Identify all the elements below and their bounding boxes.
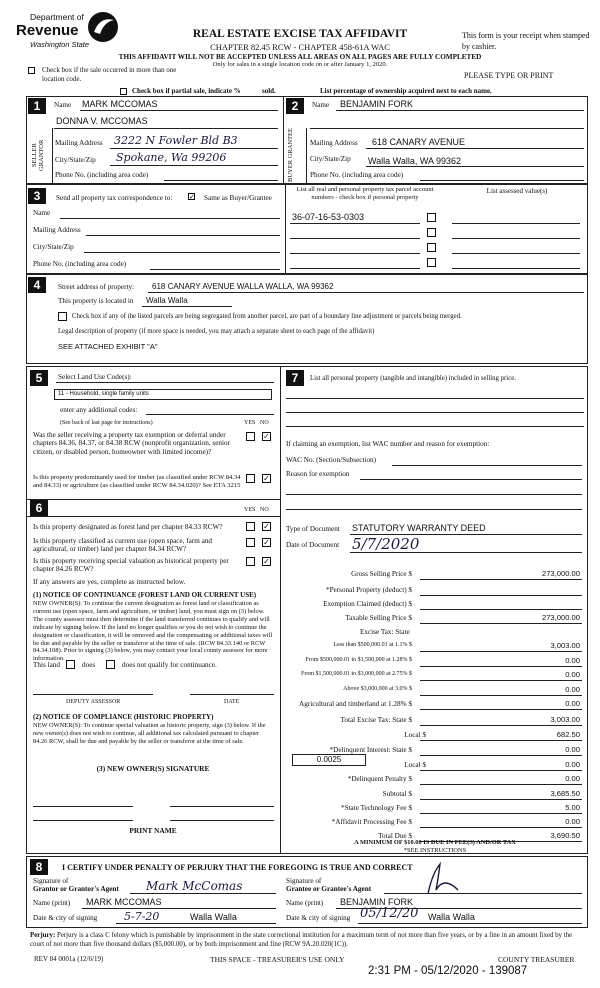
parcel-number-1[interactable]: 36-07-16-53-0303 bbox=[292, 212, 365, 222]
local-rate-value: 0.0025 bbox=[316, 755, 342, 764]
buyer-city-line bbox=[366, 166, 584, 167]
calc-row-value[interactable]: 3,690.50 bbox=[550, 831, 580, 840]
assessed-line-3 bbox=[452, 253, 580, 254]
buyer-mailing-line bbox=[366, 148, 584, 149]
wac-label: WAC No. (Section/Subsection) bbox=[286, 456, 377, 464]
parcel-line-3 bbox=[290, 253, 420, 254]
does-not-label: does not qualify for continuance. bbox=[122, 661, 217, 669]
same-as-buyer-checkbox[interactable]: ✓ bbox=[189, 193, 195, 201]
sec3-mailing-label: Mailing Address bbox=[33, 226, 81, 234]
form-revision: REV 84 0001a (12/6/19) bbox=[34, 955, 104, 963]
buyer-name1[interactable]: BENJAMIN FORK bbox=[340, 99, 414, 109]
calc-row-value[interactable]: 273,000.00 bbox=[541, 569, 580, 578]
grantee-city[interactable]: Walla Walla bbox=[428, 912, 475, 922]
calc-row-line bbox=[420, 623, 582, 624]
grantor-date-line bbox=[116, 923, 276, 924]
land-use-code: 11 - Household, single family units bbox=[58, 391, 149, 397]
seller-name1-line bbox=[80, 110, 278, 111]
buyer-city-label: City/State/Zip bbox=[310, 155, 351, 163]
calc-row-value[interactable]: 5.00 bbox=[565, 803, 580, 812]
buyer-side-divider bbox=[306, 128, 307, 184]
grantor-city[interactable]: Walla Walla bbox=[190, 912, 237, 922]
sec5-q1-yes-checkbox[interactable] bbox=[246, 432, 255, 441]
dor-logo bbox=[12, 8, 122, 54]
perjury-note bbox=[30, 931, 586, 949]
calc-row-label: Less than $500,000.01 at 1.1% $ bbox=[333, 642, 412, 648]
calc-row-value[interactable]: 0.00 bbox=[565, 817, 580, 826]
parcel-4-personal-checkbox[interactable] bbox=[427, 258, 436, 267]
additional-codes-line bbox=[146, 414, 274, 415]
reason-line-1 bbox=[360, 479, 582, 480]
personal-property-label: List all personal property (tangible and intangible) included in selling price. bbox=[310, 375, 516, 382]
sec6-q2-no-checkbox[interactable]: ✓ bbox=[263, 538, 270, 547]
sec3-phone-label: Phone No. (including area code) bbox=[33, 260, 127, 268]
section-6-top-line bbox=[26, 499, 280, 500]
calc-row-value[interactable]: 0.00 bbox=[565, 760, 580, 769]
buyer-name1-line bbox=[336, 110, 584, 111]
legal-value[interactable]: SEE ATTACHED EXHIBIT "A" bbox=[58, 342, 158, 351]
sec5-yes-head: YES bbox=[244, 420, 256, 426]
reason-line-2 bbox=[286, 494, 582, 495]
send-correspondence-label: Send all property tax correspondence to: bbox=[56, 194, 173, 202]
deputy-date-label: DATE bbox=[224, 699, 240, 705]
sec6-q2-yes-checkbox[interactable] bbox=[246, 538, 255, 547]
grantor-date-label: Date & city of signing bbox=[33, 914, 98, 922]
dept-line1: Department of bbox=[30, 12, 84, 22]
sec5-q1: Was the seller receiving a property tax exemption or deferral under chapters 84.36, 84.37, or 84.38 RCW (nonprofit organization, senior citizen, or disabled person, homeowner with limited income)? bbox=[33, 431, 230, 456]
street-label: Street address of property: bbox=[58, 283, 135, 291]
notice1-title: (1) NOTICE OF CONTINUANCE (FOREST LAND OR CURRENT USE) bbox=[33, 591, 257, 599]
calc-row-label: *Personal Property (deduct) $ bbox=[325, 586, 412, 594]
street-line bbox=[148, 292, 584, 293]
grantee-name-label: Name (print) bbox=[286, 899, 324, 907]
calc-row-label: Above $3,000,000 at 3.0% $ bbox=[343, 686, 412, 692]
calc-row-value[interactable]: 0.00 bbox=[565, 699, 580, 708]
seller-side-label: SELLER GRANTOR bbox=[31, 139, 45, 171]
doc-date-value[interactable]: 5/7/2020 bbox=[352, 535, 420, 553]
parcel-2-personal-checkbox[interactable] bbox=[427, 228, 436, 237]
calc-row-value[interactable]: 3,685.50 bbox=[550, 789, 580, 798]
print-name-line-left bbox=[33, 820, 133, 821]
parcel-header: List all real and personal property tax parcel account numbers - check box if personal property bbox=[296, 186, 434, 201]
located-value[interactable]: Walla Walla bbox=[146, 296, 188, 305]
calc-row-line bbox=[420, 725, 582, 726]
calc-row-label: Agricultural and timberland at 1.28% $ bbox=[299, 700, 412, 708]
calc-row-line bbox=[420, 784, 582, 785]
buyer-mailing-label: Mailing Address bbox=[310, 139, 358, 147]
calc-row-value[interactable]: 273,000.00 bbox=[541, 613, 580, 622]
grantor-sig-label-1: Signature of bbox=[33, 877, 69, 885]
section-5-7-divider bbox=[280, 366, 281, 854]
reason-line-3 bbox=[286, 509, 582, 510]
print-name-line-right bbox=[170, 820, 274, 821]
parcel-line-2 bbox=[290, 238, 420, 239]
sec5-q2-no-checkbox[interactable]: ✓ bbox=[263, 474, 270, 483]
buyer-name2-line bbox=[310, 128, 584, 129]
seller-city-line bbox=[110, 165, 278, 166]
seller-name-label: Name bbox=[54, 101, 72, 109]
section-1-number: 1 bbox=[28, 98, 46, 114]
wac-line bbox=[392, 465, 582, 466]
sec6-q1: Is this property designated as forest land per chapter 84.33 RCW? bbox=[33, 523, 223, 531]
calc-row-line bbox=[420, 755, 582, 756]
segregated-label: Check box if any of the listed parcels are being segregated from another parcel, are part of a boundary line adjustment or parcels being merged. bbox=[72, 313, 462, 320]
section-1-2-divider bbox=[283, 96, 284, 184]
grantee-name[interactable]: BENJAMIN FORK bbox=[340, 897, 414, 907]
notice1-body: NEW OWNER(S): To continue the current designation as forest land or classification as current use (open space, farm and agriculture, or timber) land, you must sign on (3) below. The county assessor must then determine if the land transferred continues to qualify and will indicate by signing below. If the land no longer qualifies or you do not wish to continue the designation or classification, it will be removed and the compensating or additional taxes will be due and payable by the seller or transferor at the time of sale. (RCW 84.33.140 or RCW 84.34.108). Prior to signing (3) below, you may contact your local county assessor for more information. bbox=[33, 600, 273, 663]
grantee-signature-mark[interactable] bbox=[418, 860, 462, 896]
seller-mailing-line bbox=[110, 148, 278, 149]
print-name-label: PRINT NAME bbox=[129, 826, 177, 835]
sec5-q2: Is this property predominantly used for timber (as classified under RCW 84.34 and 84.33) or agriculture (as classified under RCW 84.34.020)? See ETA 3215 bbox=[33, 474, 241, 489]
deputy-label: DEPUTY ASSESSOR bbox=[66, 699, 121, 705]
sec6-q2: Is this property classified as current use (open space, farm and agricultural, or timber) land per chapter 84.34 RCW? bbox=[33, 537, 213, 553]
calc-row-label: Gross Selling Price $ bbox=[351, 570, 412, 578]
buyer-phone-label: Phone No. (including area code) bbox=[310, 171, 404, 179]
doc-type-label: Type of Document bbox=[286, 525, 340, 533]
calc-row-label: Local $ bbox=[404, 731, 426, 739]
calc-row-line bbox=[420, 609, 582, 610]
section-3-number: 3 bbox=[28, 188, 46, 204]
deputy-date-line bbox=[190, 694, 274, 695]
sec3-name-label: Name bbox=[33, 209, 51, 217]
section-4-number: 4 bbox=[28, 277, 46, 293]
seller-mailing-label: Mailing Address bbox=[55, 139, 103, 147]
calc-row-line bbox=[420, 680, 582, 681]
grantor-name-label: Name (print) bbox=[33, 899, 71, 907]
calc-row-label: Exemption Claimed (deduct) $ bbox=[323, 600, 412, 608]
minimum-note: A MINIMUM OF $10.00 IS DUE IN FEE(S) AND/OR TAX bbox=[354, 839, 516, 846]
sec5-q1-no-checkbox[interactable]: ✓ bbox=[263, 432, 270, 441]
calc-row-line bbox=[420, 579, 582, 580]
calc-row-line bbox=[420, 770, 582, 771]
legal-label: Legal description of property (if more space is needed, you may attach a separate sheet to each page of the affidavit) bbox=[58, 328, 375, 335]
multi-location-label: Check box if the sale occurred in more than one location code. bbox=[42, 66, 177, 83]
additional-codes-label: enter any additional codes: bbox=[60, 406, 138, 414]
perjury-label: Perjury: bbox=[30, 932, 56, 939]
sec3-name-line bbox=[60, 218, 280, 219]
calc-row-label: Excise Tax: State bbox=[360, 628, 410, 636]
located-label: This property is located in bbox=[58, 297, 134, 305]
section-6-number: 6 bbox=[30, 500, 48, 516]
calc-row-line bbox=[420, 709, 582, 710]
sec6-q1-no-checkbox[interactable]: ✓ bbox=[263, 522, 270, 531]
buyer-city[interactable]: Walla Walla, WA 99362 bbox=[368, 156, 462, 166]
seller-mailing[interactable]: 3222 N Fowler Bld B3 bbox=[114, 134, 238, 147]
sec3-phone-line bbox=[150, 269, 280, 270]
calc-row-label: Total Due $ bbox=[378, 832, 412, 840]
grantor-name-line bbox=[82, 908, 276, 909]
calc-row-value[interactable]: 0.00 bbox=[565, 774, 580, 783]
sec6-q1-yes-checkbox[interactable] bbox=[246, 522, 255, 531]
if-yes-note: If any answers are yes, complete as instructed below. bbox=[33, 578, 186, 586]
calc-row-line bbox=[420, 813, 582, 814]
sec3-city-label: City/State/Zip bbox=[33, 243, 74, 251]
sold-label: sold. bbox=[262, 87, 276, 95]
calc-row-label: Local $ bbox=[404, 761, 426, 769]
sec6-no-head: NO bbox=[260, 507, 269, 513]
seller-city[interactable]: Spokane, Wa 99206 bbox=[116, 151, 227, 164]
calc-row-label: From $1,500,000.01 to $3,000,000 at 2.75% $ bbox=[301, 671, 412, 677]
calc-row-line bbox=[420, 595, 582, 596]
seller-name1[interactable]: MARK MCCOMAS bbox=[82, 99, 158, 109]
grantor-signature[interactable]: Mark McComas bbox=[146, 879, 243, 893]
notice2-title: (2) NOTICE OF COMPLIANCE (HISTORIC PROPERTY) bbox=[33, 713, 214, 721]
sig3-line-right bbox=[170, 806, 274, 807]
parcel-line-4 bbox=[290, 268, 420, 269]
seller-name2-line bbox=[54, 128, 278, 129]
calc-row-label: *State Technology Fee $ bbox=[340, 804, 412, 812]
deputy-line bbox=[33, 694, 153, 695]
form-warning: THIS AFFIDAVIT WILL NOT BE ACCEPTED UNLESS ALL AREAS ON ALL PAGES ARE FULLY COMPLETED bbox=[118, 53, 482, 61]
dor-swoosh-icon bbox=[86, 10, 120, 44]
grantor-date[interactable]: 5-7-20 bbox=[124, 910, 160, 923]
county-treasurer: COUNTY TREASURER bbox=[498, 955, 575, 964]
sec6-q3-yes-checkbox[interactable] bbox=[246, 557, 255, 566]
partial-sale-label: Check box if partial sale, indicate % bbox=[132, 87, 241, 95]
land-use-label: Select Land Use Code(s): bbox=[58, 373, 132, 381]
seller-city-label: City/State/Zip bbox=[55, 156, 96, 164]
doc-date-line bbox=[350, 552, 582, 553]
doc-type-value[interactable]: STATUTORY WARRANTY DEED bbox=[352, 523, 486, 533]
grantee-date-line bbox=[358, 923, 582, 924]
reason-label: Reason for exemption bbox=[286, 470, 350, 478]
calc-row-label: Total Excise Tax: State $ bbox=[340, 716, 412, 724]
calc-row-label: *Delinquent Penalty $ bbox=[347, 775, 412, 783]
sec6-q3: Is this property receiving special valuation as historical property per chapter 84.26 RCW? bbox=[33, 557, 229, 573]
buyer-mailing[interactable]: 618 CANARY AVENUE bbox=[372, 137, 466, 147]
calc-row-line bbox=[420, 740, 582, 741]
parcel-3-personal-checkbox[interactable] bbox=[427, 243, 436, 252]
buyer-phone-line bbox=[420, 180, 584, 181]
does-label: does bbox=[82, 661, 96, 669]
grantor-name[interactable]: MARK MCCOMAS bbox=[86, 897, 162, 907]
sec3-city-line bbox=[84, 252, 280, 253]
calc-row-line bbox=[420, 695, 582, 696]
calc-row-line bbox=[420, 799, 582, 800]
grantee-sig-label-1: Signature of bbox=[286, 877, 322, 885]
section-6-head-line bbox=[26, 516, 280, 517]
seller-name2[interactable]: DONNA V. MCCOMAS bbox=[56, 116, 148, 126]
assessed-header: List assessed value(s) bbox=[486, 187, 548, 195]
see-instructions: *SEE INSTRUCTIONS bbox=[403, 847, 467, 854]
land-does-not-checkbox[interactable] bbox=[106, 660, 115, 669]
partial-sale-checkbox[interactable] bbox=[120, 88, 127, 95]
calc-row-value[interactable]: 0.00 bbox=[565, 656, 580, 665]
exemption-label: If claiming an exemption, list WAC number and reason for exemption: bbox=[286, 440, 490, 448]
please-type: PLEASE TYPE OR PRINT bbox=[464, 71, 554, 80]
receipt-note: This form is your receipt when stamped by cashier. bbox=[462, 31, 590, 51]
calc-row-value[interactable]: 0.00 bbox=[565, 745, 580, 754]
sig3-line-left bbox=[33, 806, 133, 807]
sec3-mailing-line bbox=[86, 235, 280, 236]
treasurer-only: THIS SPACE - TREASURER'S USE ONLY bbox=[210, 955, 345, 964]
personal-line-2 bbox=[286, 412, 584, 413]
this-land-label: This land bbox=[33, 661, 60, 669]
land-does-checkbox[interactable] bbox=[66, 660, 75, 669]
calc-row-value[interactable]: 0.00 bbox=[565, 685, 580, 694]
calc-row-value[interactable]: 3,003.00 bbox=[550, 715, 580, 724]
buyer-side-label: BUYER GRANTEE bbox=[287, 128, 294, 182]
calc-row-value[interactable]: 0.00 bbox=[565, 670, 580, 679]
section-5-number: 5 bbox=[30, 370, 48, 386]
dept-line2: Revenue bbox=[16, 22, 79, 39]
form-only-for: Only for sales in a single location code on or after January 1, 2020. bbox=[212, 61, 388, 68]
perjury-text: Perjury is a class C felony which is punishable by imprisonment in the state correctional institution for a maximum term of not more than five years, or by a fine in an amount fixed by the court of not more than five thousand dollars ($5,000.00), or by both imprisonment and fine (RCW 9A.20.020(1C)). bbox=[30, 932, 573, 948]
grantor-sig-label-2: Grantor or Grantor's Agent bbox=[33, 885, 119, 893]
section-2-number: 2 bbox=[286, 98, 304, 114]
doc-date-label: Date of Document bbox=[286, 541, 340, 549]
calc-row-value[interactable]: 682.50 bbox=[556, 730, 580, 739]
same-as-buyer-label: Same as Buyer/Grantee bbox=[204, 194, 272, 202]
grantee-sig-label-2: Grantee or Grantee's Agent bbox=[286, 885, 372, 893]
seller-phone-label: Phone No. (including area code) bbox=[55, 171, 149, 179]
assessed-line-1 bbox=[452, 223, 580, 224]
assessed-line-4 bbox=[452, 268, 580, 269]
calc-row-label: From $500,000.01 to $1,500,000 at 1.28% $ bbox=[305, 657, 412, 663]
seller-side-divider bbox=[52, 128, 53, 184]
list-pct-label: List percentage of ownership acquired next to each name. bbox=[320, 87, 492, 95]
grantee-date[interactable]: 05/12/20 bbox=[360, 906, 419, 921]
seller-phone-line bbox=[164, 180, 278, 181]
form-title: REAL ESTATE EXCISE TAX AFFIDAVIT bbox=[192, 28, 408, 40]
cashier-stamp: 2:31 PM - 05/12/2020 - 139087 bbox=[368, 965, 528, 977]
dept-line3: Washington State bbox=[30, 40, 90, 49]
section-8-number: 8 bbox=[30, 859, 48, 875]
grantee-sig-line bbox=[384, 893, 582, 894]
calc-row-line bbox=[420, 666, 582, 667]
parcel-line-1 bbox=[290, 223, 420, 224]
sig3-label: (3) NEW OWNER(S) SIGNATURE bbox=[96, 764, 210, 773]
parcel-1-personal-checkbox[interactable] bbox=[427, 213, 436, 222]
calc-row-value[interactable]: 3,003.00 bbox=[550, 641, 580, 650]
notice2-body: NEW OWNER(S): To continue special valuation as historic property, sign (3) below. If the new owner(s) does not wish to continue, all additional tax calculated pursuant to chapter 84.26 RCW, shall be due and payable by the seller or transferor at the time of sale. bbox=[33, 722, 266, 745]
land-use-label-line bbox=[56, 382, 274, 383]
grantor-sig-line bbox=[130, 893, 276, 894]
sec5-q2-yes-checkbox[interactable] bbox=[246, 474, 255, 483]
buyer-name-label: Name bbox=[312, 101, 330, 109]
see-back-note: (See back of last page for instructions) bbox=[60, 420, 153, 426]
calc-row-line bbox=[420, 827, 582, 828]
section-7-number: 7 bbox=[286, 370, 304, 386]
assessed-line-2 bbox=[452, 238, 580, 239]
personal-line-1 bbox=[286, 398, 584, 399]
calc-row-label: Subtotal $ bbox=[382, 790, 412, 798]
located-line bbox=[142, 306, 232, 307]
certify-text: I CERTIFY UNDER PENALTY OF PERJURY THAT THE FOREGOING IS TRUE AND CORRECT bbox=[62, 863, 413, 872]
multi-location-checkbox[interactable] bbox=[28, 67, 35, 74]
grantee-date-label: Date & city of signing bbox=[286, 914, 351, 922]
section-3-divider bbox=[285, 184, 286, 274]
calc-row-label: *Delinquent Interest: State $ bbox=[329, 746, 412, 754]
sec5-no-head: NO bbox=[260, 420, 269, 426]
calc-row-label: *Affidavit Processing Fee $ bbox=[331, 818, 412, 826]
street-value[interactable]: 618 CANARY AVENUE WALLA WALLA, WA 99362 bbox=[152, 282, 334, 291]
personal-line-3 bbox=[286, 426, 584, 427]
calc-row-line bbox=[420, 651, 582, 652]
segregated-checkbox[interactable] bbox=[58, 312, 67, 321]
calc-row-label: Taxable Selling Price $ bbox=[345, 614, 412, 622]
sec6-yes-head: YES bbox=[244, 507, 256, 513]
form-chapter: CHAPTER 82.45 RCW - CHAPTER 458-61A WAC bbox=[210, 42, 390, 52]
sec6-q3-no-checkbox[interactable]: ✓ bbox=[263, 557, 270, 566]
